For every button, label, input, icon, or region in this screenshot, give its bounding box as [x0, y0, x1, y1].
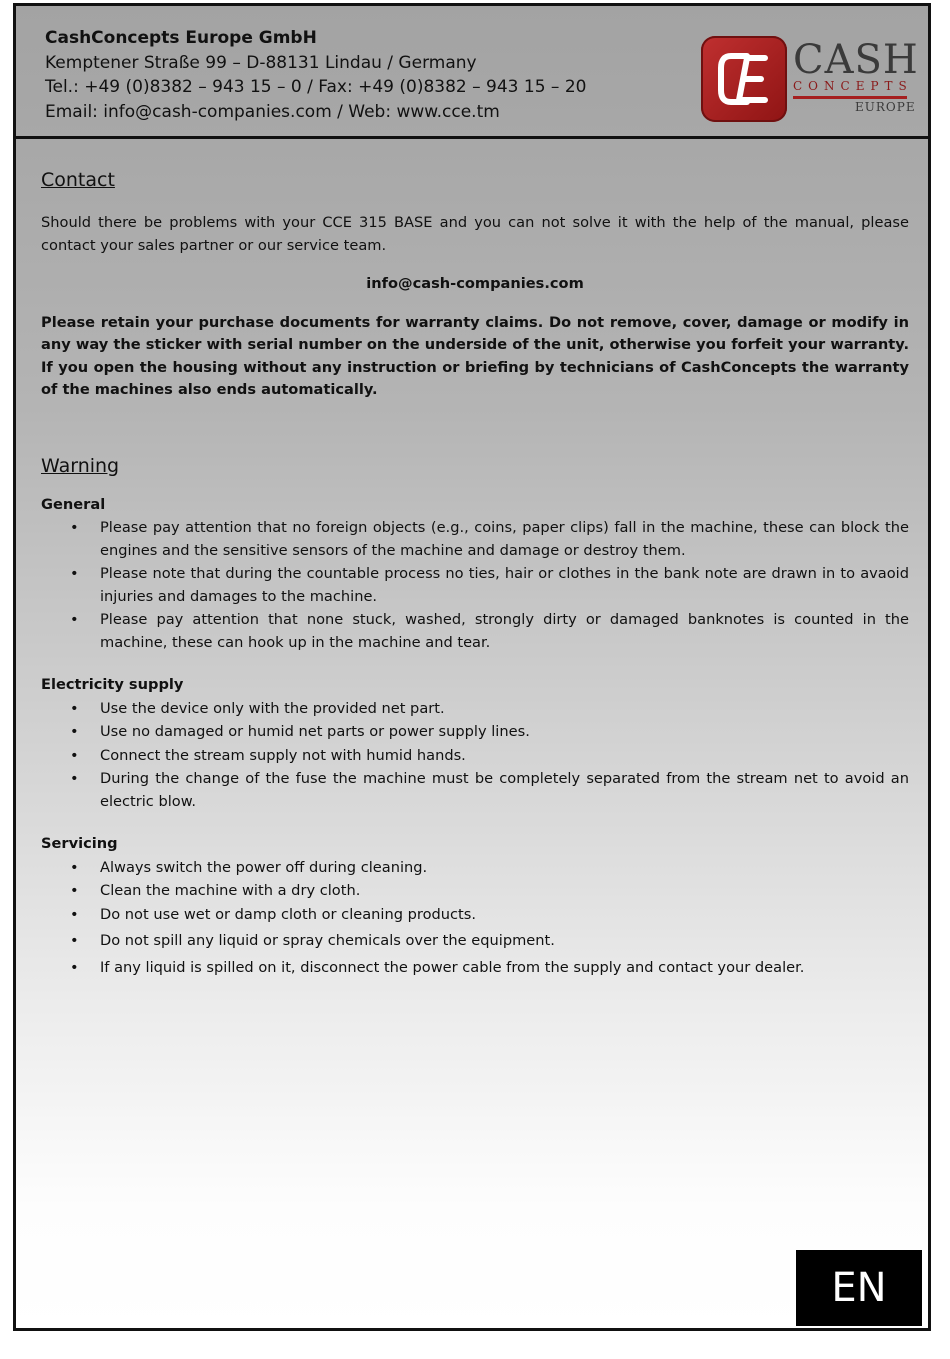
list-item-text: Please pay attention that no foreign objects (e.g., coins, paper clips) fall in the machine, these can block the engines and the sensitive sensors of the machine and damage or destroy them.	[100, 519, 909, 559]
general-heading: General	[41, 495, 106, 513]
contact-intro: Should there be problems with your CCE 315 BASE and you can not solve it with the help of the manual, please contact your sales partner or our service team.	[41, 214, 909, 254]
list-item	[41, 517, 909, 562]
bullet-icon: •	[70, 958, 79, 976]
warranty-notice: Please retain your purchase documents for warranty claims. Do not remove, cover, damage or modify in any way the sticker with serial number on the underside of the unit, otherwise you forfeit your warranty. If you open the housing without any instruction or briefing by technicians of CashConcepts the warranty of the machines also ends automatically.	[41, 313, 909, 398]
bullet-icon: •	[70, 858, 79, 876]
list-item-text: During the change of the fuse the machine must be completely separated from the stream net to avoid an electric blow.	[100, 770, 909, 810]
list-item	[41, 904, 909, 927]
header	[16, 6, 928, 139]
list-item	[41, 721, 909, 744]
bullet-icon: •	[70, 519, 79, 536]
logo-bar	[793, 96, 907, 99]
bullet-icon: •	[70, 723, 79, 740]
servicing-list	[41, 857, 909, 980]
list-item	[41, 880, 909, 903]
logo-subword: CONCEPTS	[793, 79, 913, 93]
list-item-text: Use no damaged or humid net parts or power supply lines.	[100, 723, 530, 740]
list-item-text: Clean the machine with a dry cloth.	[100, 882, 361, 899]
contact-email: info@cash-companies.com	[366, 275, 584, 292]
list-item	[41, 957, 909, 980]
list-item	[41, 857, 909, 880]
company-info	[45, 26, 586, 124]
main-content	[41, 166, 909, 979]
list-item-text: If any liquid is spilled on it, disconnect the power cable from the supply and contact your dealer.	[100, 958, 805, 976]
page-frame	[13, 3, 931, 1331]
bullet-icon: •	[70, 565, 79, 582]
logo-mark-icon	[701, 36, 787, 122]
company-phone-fax: Tel.: +49 (0)8382 – 943 15 – 0 / Fax: +49 (0)8382 – 943 15 – 20	[45, 77, 587, 97]
list-item	[41, 930, 909, 953]
bullet-icon: •	[70, 882, 79, 899]
cash-concepts-logo	[701, 36, 921, 126]
electricity-list	[41, 698, 909, 814]
logo-word: CASH	[793, 37, 919, 83]
bullet-icon: •	[70, 905, 79, 923]
list-item	[41, 609, 909, 654]
servicing-heading: Servicing	[41, 835, 118, 852]
general-list	[41, 517, 909, 654]
list-item	[41, 768, 909, 813]
contact-heading: Contact	[41, 169, 115, 191]
list-item-text: Please pay attention that none stuck, washed, strongly dirty or damaged banknotes is counted in the machine, these can hook up in the machine and tear.	[100, 611, 909, 651]
company-address: Kemptener Straße 99 – D-88131 Lindau / Germany	[45, 52, 477, 73]
list-item-text: Use the device only with the provided net part.	[100, 699, 445, 717]
list-item	[41, 745, 909, 768]
list-item-text: Do not use wet or damp cloth or cleaning products.	[100, 905, 476, 923]
bullet-icon: •	[70, 611, 79, 628]
logo-region: EUROPE	[855, 100, 916, 114]
list-item-text: Do not spill any liquid or spray chemicals over the equipment.	[100, 932, 555, 949]
company-email-web: Email: info@cash-companies.com / Web: www.cce.tm	[45, 101, 500, 122]
list-item-text: Connect the stream supply not with humid hands.	[100, 746, 466, 764]
warning-heading: Warning	[41, 454, 120, 477]
list-item-text: Please note that during the countable process no ties, hair or clothes in the bank note are drawn in to avaoid injuries and damages to the machine.	[100, 565, 909, 605]
bullet-icon: •	[70, 932, 79, 949]
company-name: CashConcepts Europe GmbH	[45, 28, 317, 48]
bullet-icon: •	[70, 746, 79, 764]
list-item	[41, 563, 909, 608]
bullet-icon: •	[70, 699, 79, 717]
language-badge: EN	[796, 1250, 922, 1326]
list-item	[41, 698, 909, 721]
list-item-text: Always switch the power off during cleaning.	[100, 858, 428, 876]
bullet-icon: •	[70, 770, 79, 787]
electricity-heading: Electricity supply	[41, 676, 184, 693]
